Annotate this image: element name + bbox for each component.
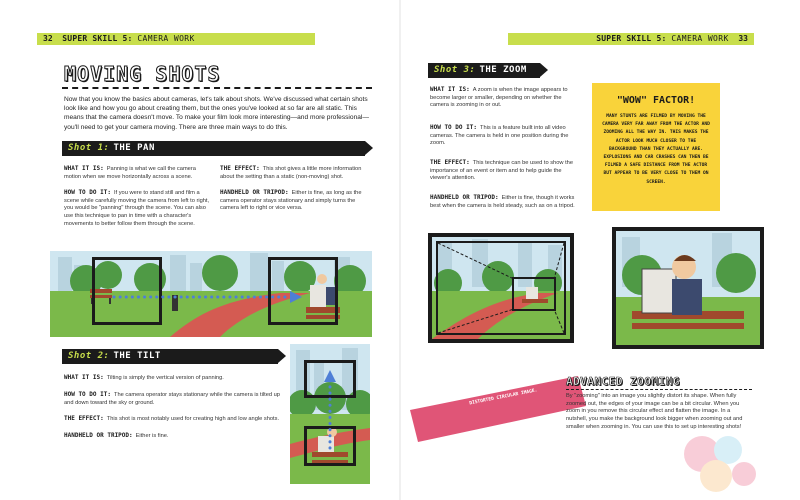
watermark-logo [668,420,768,500]
advanced-zooming-rule [566,389,752,390]
shot2-what [64,374,284,383]
shot1-what-text: Panning is what we call the camera motion when we move horizontally across a scene. [64,166,196,180]
tilt-illustration [290,344,370,484]
shot1-effect-label: THE EFFECT: [220,165,260,172]
zoom-guide-lines [428,233,574,343]
left-section-light: CAMERA WORK [137,34,195,43]
page-gutter [399,0,401,500]
wow-factor-title: "WOW" FACTOR! [616,95,696,106]
shot3-tag: Shot 3: [434,65,476,75]
right-page-number: 33 [738,34,748,43]
shot3-effect-text: This technique can be used to show the importance of an event or item and to help guide the viewer's attention. [430,160,573,182]
shot2-banner [62,349,278,364]
shot3-effect [430,159,580,183]
shot1-banner [62,141,365,156]
page-title: MOVING SHOTS [64,62,221,86]
right-running-header [508,33,754,45]
shot1-what-label: WHAT IT IS: [64,165,104,172]
wow-factor-text: MANY STUNTS ARE FILMED BY MOVING THE CAMERA VERY FAR AWAY FROM THE ACTOR AND ZOOMING ALL THE WAY IN. THIS MAKES THE ACTOR LOOK MUCH CLOSER TO THE BACKGROUND THAN THEY ACTUALLY ARE. EXPLOSIONS AND CAR CRASHES CAN THEN BE FILMED A SAFE DISTANCE FROM THE ACTOR BUT APPEAR TO BE VERY CLOSE TO THEM ON SCREEN. [602,114,710,185]
shot2-title: THE TILT [113,351,161,361]
shot1-handheld-text: Either is fine, as long as the camera operator stays stationary and simply turns the camera left to right or vice versa. [220,190,362,212]
shot3-banner [428,63,540,78]
shot3-what-label: WHAT IT IS: [430,86,470,93]
left-running-header [37,33,315,45]
shot1-how [64,189,212,229]
right-section-bold: SUPER SKILL 5: [596,34,667,43]
shot2-what-text: Tilting is simply the vertical version of panning. [106,375,224,381]
shot2-how-text: The camera operator stays stationary while the camera is tilted up and down toward the sky or ground. [64,392,280,406]
shot1-banner-tip [365,141,373,155]
shot1-title: THE PAN [113,143,155,153]
shot2-how [64,391,284,407]
right-section-light: CAMERA WORK [671,34,729,43]
shot3-how-label: HOW TO DO IT: [430,124,477,131]
shot2-handheld-text: Either is fine. [135,433,169,439]
shot1-effect [220,165,370,181]
shot3-handheld [430,194,580,210]
left-section-bold: SUPER SKILL 5: [62,34,133,43]
shot2-handheld-label: HANDHELD OR TRIPOD: [64,432,133,439]
shot1-handheld [220,189,370,213]
fisheye-callout-text: SOME CAMERAS HAVE FISH-EYE MODES THAT ALLOW THEM TO ZOOM OUT TO ULTRA-WIDE SETTINGS, RESULTING IN A DISTORTED CIRCULAR IMAGE. [430,365,571,407]
intro-paragraph: Now that you know the basics about cameras, let's talk about shots. We've discussed what certain shots look like and how you go about creating them, but the ones you've looked at so far are all static. This means that the camera doesn't move. To make your film look more interesting—and more professional—you'll need to get your camera moving. There are three main ways to do this. [64,96,369,131]
shot1-how-label: HOW TO DO IT: [64,189,111,196]
shot3-handheld-text: Either is fine, though it works best when the camera is held steady, such as on a tripod. [430,195,575,209]
zoom-wide-illustration [428,233,574,343]
shot1-tag: Shot 1: [68,143,110,153]
shot2-what-label: WHAT IT IS: [64,374,104,381]
wow-factor-box [592,83,720,211]
tilt-arrow [290,344,370,484]
shot1-effect-text: This shot gives a little more information about the setting than a static (non-moving) shot. [220,166,362,180]
advanced-zooming-title: ADVANCED ZOOMING [566,375,680,388]
shot2-effect-text: This shot is most notably used for creating high and low angle shots. [106,416,280,422]
shot1-handheld-label: HANDHELD OR TRIPOD: [220,189,289,196]
shot1-what [64,165,212,181]
shot3-what [430,86,580,110]
shot3-title: THE ZOOM [479,65,527,75]
shot2-handheld [64,432,284,441]
shot2-effect-label: THE EFFECT: [64,415,104,422]
shot3-what-text: A zoom is when the image appears to become larger or smaller, depending on whether the camera is zooming in or out. [430,87,568,109]
title-dashed-rule [62,87,372,89]
shot3-how-text: This is a feature built into all video cameras. The camera is held in one position during the zoom. [430,125,569,147]
zoom-close-scene [612,227,764,349]
shot3-handheld-label: HANDHELD OR TRIPOD: [430,194,499,201]
shot3-how [430,124,580,148]
pan-arrow [50,251,372,337]
shot2-tag: Shot 2: [68,351,110,361]
pan-illustration [50,251,372,337]
shot3-banner-tip [540,63,548,77]
shot2-effect [64,415,284,424]
shot1-how-text: If you were to stand still and film a scene while carefully moving the camera from left to right, you would be "panning" through the scene. You can also use this technique to pan in time with a character's movements to better follow them through the scene. [64,190,210,227]
advanced-zooming-text: By "zooming" into an image you slightly distort its shape. When fully zoomed out, the edges of your image can be a bit circular. When you zoom in you remove this circular effect and flatten the image. In a nutshell, you make the background look bigger when zooming out and smaller when zooming in. You can use this to set up interesting shots! [566,393,743,430]
shot3-effect-label: THE EFFECT: [430,159,470,166]
left-page-number: 32 [43,34,53,43]
shot2-banner-tip [278,349,286,363]
shot2-how-label: HOW TO DO IT: [64,391,111,398]
zoom-close-illustration [612,227,764,349]
